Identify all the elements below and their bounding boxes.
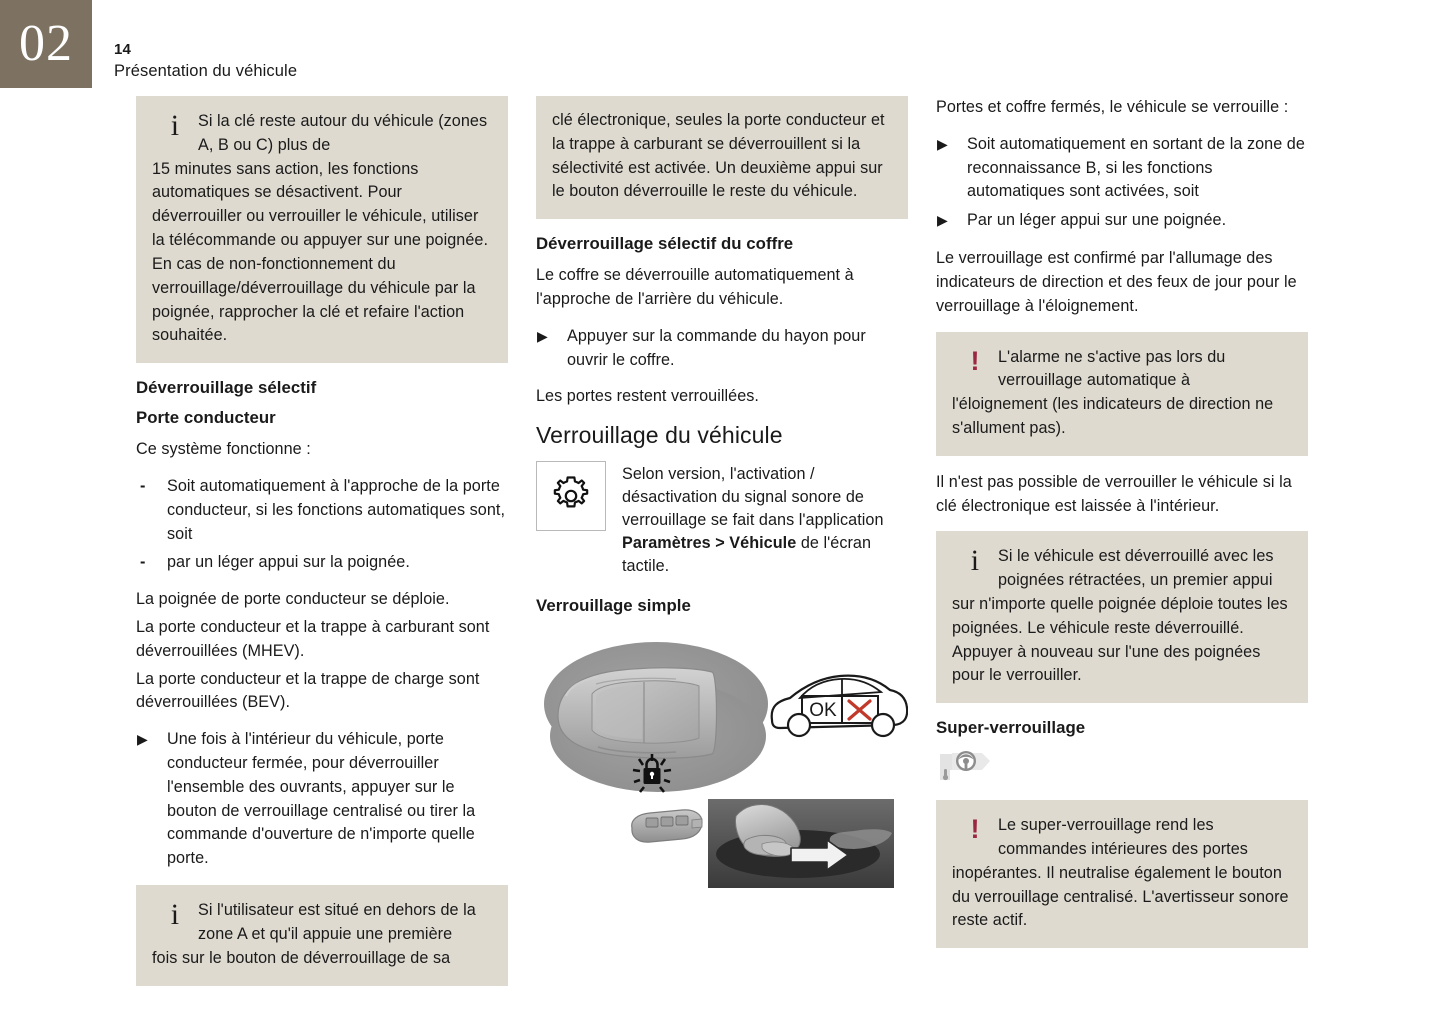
list-item-label: Appuyer sur la commande du hayon pour ouvrir le coffre. bbox=[567, 326, 866, 369]
note-body-text: fois sur le bouton de déverrouillage de sa bbox=[152, 948, 451, 967]
dash-bullet-icon: - bbox=[140, 553, 146, 572]
list-item-label: Soit automatiquement à l'approche de la porte conducteur, si les fonctions automatiques sont, soit bbox=[167, 476, 505, 543]
list-item bbox=[136, 551, 508, 575]
page-number: 14 bbox=[114, 41, 132, 58]
list-item-label: Par un léger appui sur une poignée. bbox=[967, 211, 1227, 230]
arrow-bullet-icon: ▶ bbox=[937, 212, 948, 229]
list-item-label: Une fois à l'intérieur du véhicule, porte conducteur fermée, pour déverrouiller l'ensemble des ouvrants, appuyer sur le bouton de verrouillage centralisé ou tirer la commande d'ouverture de n'importe quelle porte. bbox=[167, 730, 476, 868]
note-lead-text: Le super-verrouillage rend les commandes intérieures des portes bbox=[998, 816, 1248, 859]
section-title: Présentation du véhicule bbox=[114, 61, 298, 80]
settings-icon-row bbox=[536, 461, 908, 578]
ok-label: OK bbox=[809, 699, 837, 721]
info-note-continued bbox=[536, 96, 908, 219]
column-left bbox=[136, 96, 508, 1001]
settings-caption-pre: Selon version, l'activation / désactivation du signal sonore de verrouillage se fait dans l'application bbox=[622, 464, 884, 529]
column-middle bbox=[536, 96, 908, 888]
paragraph-cle-interieur: Il n'est pas possible de verrouiller le véhicule si la clé électronique est laissée à l'intérieur. bbox=[936, 472, 1292, 515]
heading-deverrouillage-coffre: Déverrouillage sélectif du coffre bbox=[536, 234, 794, 254]
car-side-view-ok-cross bbox=[772, 675, 907, 735]
paragraph-mhev: La porte conducteur et la trappe à carburant sont déverrouillées (MHEV). bbox=[136, 617, 490, 660]
note-body-text-2: En cas de non-fonctionnement du verrouillage/déverrouillage du véhicule par la poignée, rapprocher la clé et refaire l'action souhaitée. bbox=[152, 254, 476, 345]
steering-wheel-figure bbox=[938, 748, 998, 784]
chapter-tab bbox=[0, 0, 92, 88]
list-verrouillage-conditions bbox=[936, 133, 1308, 233]
note-body-text: 15 minutes sans action, les fonctions automatiques se désactivent. Pour déverrouiller ou verrouiller le véhicule, utiliser la télécommande ou appuyer sur une poignée. bbox=[152, 159, 489, 250]
gear-icon bbox=[548, 473, 594, 519]
note-lead-text: L'alarme ne s'active pas lors du verrouillage automatique à bbox=[998, 347, 1226, 390]
heading-deverrouillage-selectif: Déverrouillage sélectif bbox=[136, 378, 317, 398]
warning-icon: ! bbox=[970, 814, 980, 845]
chapter-number: 02 bbox=[19, 15, 73, 72]
list-item-label: Soit automatiquement en sortant de la zone de reconnaissance B, si les fonctions automatiques sont activées, soit bbox=[967, 134, 1305, 201]
heading-porte-conducteur: Porte conducteur bbox=[136, 408, 276, 428]
list-item bbox=[136, 728, 508, 871]
list-item bbox=[936, 133, 1308, 204]
list-item bbox=[936, 209, 1308, 233]
settings-caption-post: de l'écran tactile. bbox=[622, 533, 872, 575]
vehicle-top-view bbox=[558, 668, 717, 758]
note-lead-text: Si le véhicule est déverrouillé avec les poignées rétractées, un premier appui bbox=[998, 547, 1274, 590]
paragraph-portes-verrouillees: Les portes restent verrouillées. bbox=[536, 387, 759, 406]
note-lead-text: Si l'utilisateur est situé en dehors de la zone A et qu'il appuie une première bbox=[198, 901, 476, 943]
illustration-svg bbox=[536, 626, 908, 888]
arrow-bullet-icon: ▶ bbox=[537, 327, 548, 344]
illustration-verrouillage-simple bbox=[536, 626, 908, 888]
list-item-label: par un léger appui sur la poignée. bbox=[167, 553, 410, 572]
arrow-bullet-icon: ▶ bbox=[137, 731, 148, 748]
door-handle-press-photo bbox=[708, 799, 894, 888]
settings-caption bbox=[622, 461, 908, 578]
warning-note-alarme bbox=[936, 332, 1308, 456]
paragraph-systeme-fonctionne: Ce système fonctionne : bbox=[136, 440, 311, 459]
warning-icon: ! bbox=[970, 345, 980, 376]
info-note-zone-a bbox=[136, 885, 508, 985]
info-note-poignees-retractees bbox=[936, 531, 1308, 703]
key-fob bbox=[632, 810, 702, 842]
list-commande-hayon bbox=[536, 325, 908, 373]
paragraph-verrouillage-confirme: Le verrouillage est confirmé par l'allumage des indicateurs de direction et des feux de jour pour le verrouillage à l'éloignement. bbox=[936, 249, 1297, 315]
paragraph-portes-coffre-fermes: Portes et coffre fermés, le véhicule se verrouille : bbox=[936, 98, 1289, 116]
info-icon: i bbox=[170, 898, 180, 932]
paragraph-bev: La porte conducteur et la trappe de charge sont déverrouillées (BEV). bbox=[136, 669, 480, 712]
settings-caption-path: Paramètres > Véhicule bbox=[622, 533, 797, 552]
arrow-bullet-icon: ▶ bbox=[937, 135, 948, 152]
note-body-text: inopérantes. Il neutralise également le bouton du verrouillage centralisé. L'avertisseur sonore reste actif. bbox=[952, 863, 1289, 930]
info-icon: i bbox=[170, 109, 180, 142]
info-note-key-timeout bbox=[136, 96, 508, 363]
note-continued-text: clé électronique, seules la porte conducteur et la trappe à carburant se déverrouillent si la sélectivité est activée. Un deuxième appui sur le bouton déverrouille le reste du véhicule. bbox=[552, 111, 885, 201]
note-body-text: sur n'importe quelle poignée déploie toutes les poignées. Le véhicule reste déverrouillé. Appuyer à nouveau sur l'une des poignées pour le verrouiller. bbox=[952, 595, 1288, 685]
list-interieur-vehicule bbox=[136, 728, 508, 871]
warning-note-super-verrouillage bbox=[936, 800, 1308, 948]
list-fonctionnement bbox=[136, 475, 508, 575]
note-body-text: l'éloignement (les indicateurs de direction ne s'allument pas). bbox=[952, 395, 1274, 437]
paragraph-coffre-approche: Le coffre se déverrouille automatiquement à l'approche de l'arrière du véhicule. bbox=[536, 266, 854, 309]
list-item bbox=[536, 325, 908, 373]
info-icon: i bbox=[970, 544, 980, 578]
heading-verrouillage-vehicule: Verrouillage du véhicule bbox=[536, 422, 783, 449]
paragraph-poignee-deploie: La poignée de porte conducteur se déploie. bbox=[136, 590, 450, 609]
heading-super-verrouillage: Super-verrouillage bbox=[936, 718, 1086, 738]
column-right bbox=[936, 96, 1308, 963]
steering-wheel-icon bbox=[938, 748, 998, 784]
list-item bbox=[136, 475, 508, 546]
dash-bullet-icon: - bbox=[140, 476, 146, 495]
note-lead-text: Si la clé reste autour du véhicule (zones A, B ou C) plus de bbox=[198, 112, 488, 154]
heading-verrouillage-simple: Verrouillage simple bbox=[536, 595, 691, 615]
page-header bbox=[114, 40, 297, 82]
gear-icon-box bbox=[536, 461, 606, 531]
